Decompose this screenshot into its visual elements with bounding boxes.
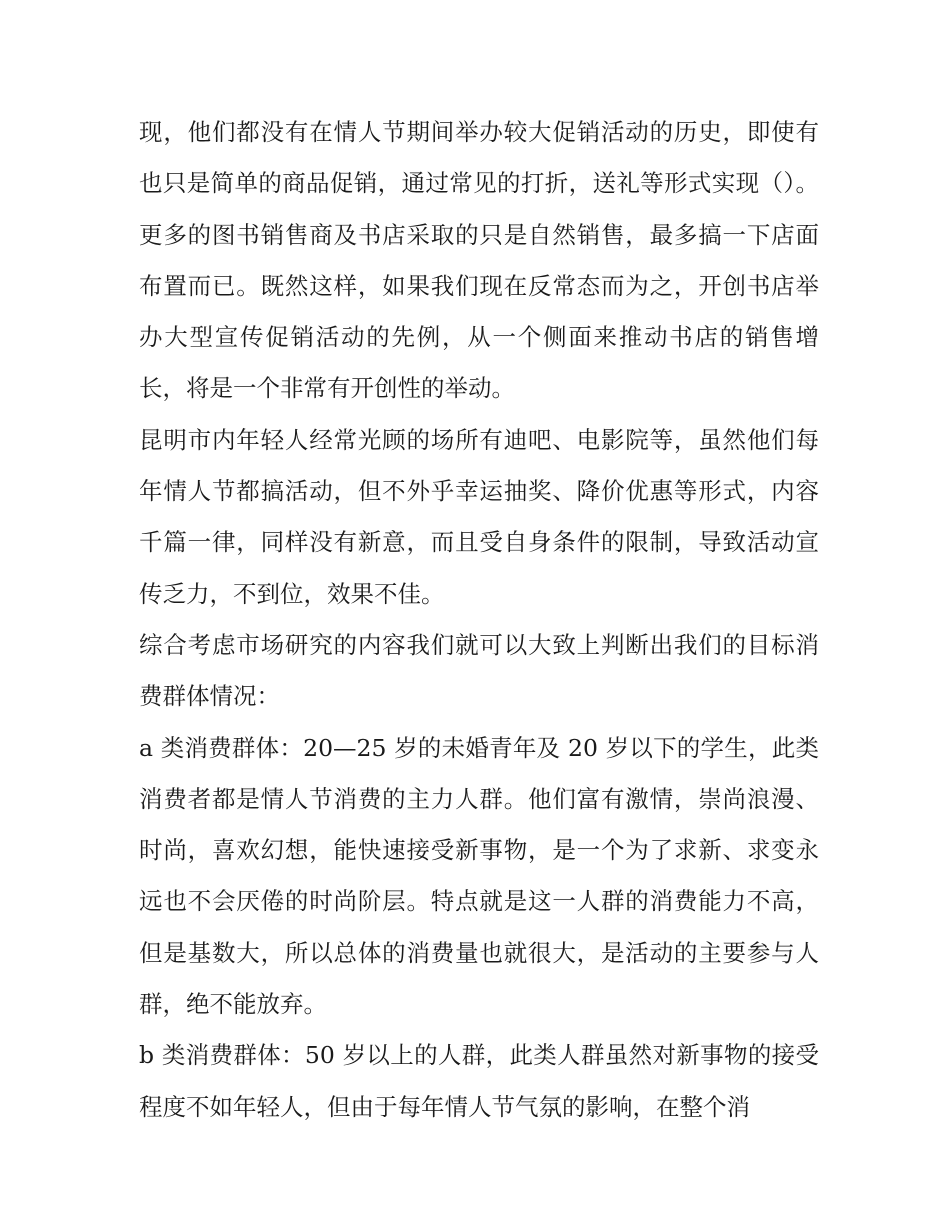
paragraph-4: a 类消费群体：20—25 岁的未婚青年及 20 岁以下的学生，此类消费者都是情人节消费的主力人群。他们富有激情，崇尚浪漫、时尚，喜欢幻想，能快速接受新事物，是一个为了求新、求变永远也不会厌倦的时尚阶层。特点就是这一人群的消费能力不高，但是基数大，所以总体的消费量也就很大，是活动的主要参与人群，绝不能放弃。 — [139, 733, 819, 1019]
paragraph-3: 综合考虑市场研究的内容我们就可以大致上判断出我们的目标消费群体情况： — [139, 630, 819, 711]
paragraph-2: 昆明市内年轻人经常光顾的场所有迪吧、电影院等，虽然他们每年情人节都搞活动，但不外乎幸运抽奖、降价优惠等形式，内容千篇一律，同样没有新意，而且受自身条件的限制，导致活动宣传乏力，不到位，效果不佳。 — [139, 425, 819, 608]
paragraph-1: 现，他们都没有在情人节期间举办较大促销活动的历史，即使有也只是简单的商品促销，通过常见的打折，送礼等形式实现（）。更多的图书销售商及书店采取的只是自然销售，最多搞一下店面布置而已。既然这样，如果我们现在反常态而为之，开创书店举办大型宣传促销活动的先例，从一个侧面来推动书店的销售增长，将是一个非常有开创性的举动。 — [139, 118, 819, 403]
paragraph-5: b 类消费群体：50 岁以上的人群，此类人群虽然对新事物的接受程度不如年轻人，但由于每年情人节气氛的影响，在整个消 — [139, 1041, 819, 1121]
document-body — [139, 107, 819, 1133]
